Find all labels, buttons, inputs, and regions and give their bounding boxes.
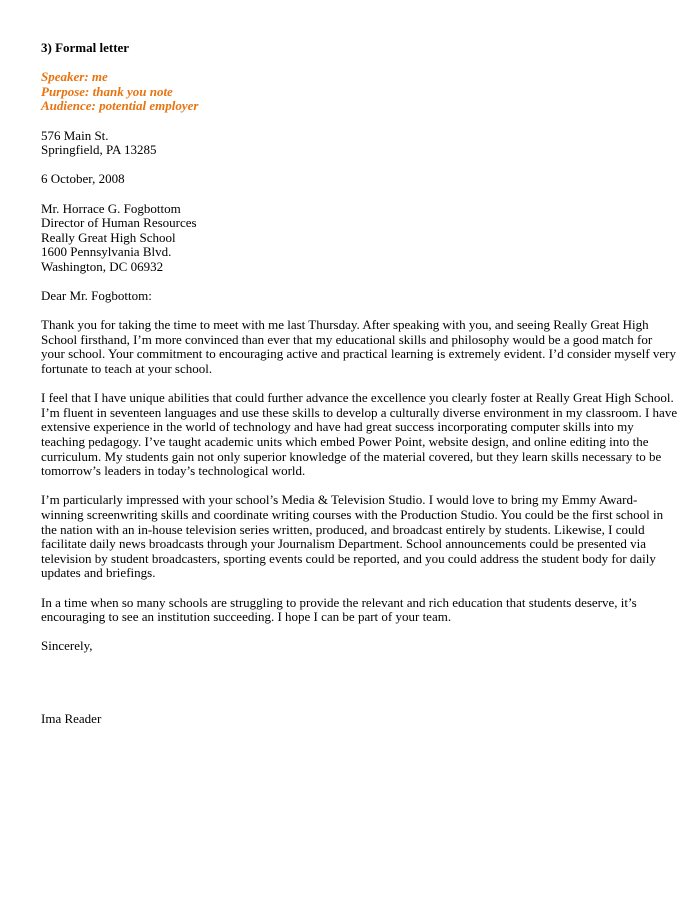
- paragraph-line: extensive experience in the world of technology and have had great success incorporating computer skills into my: [41, 419, 634, 435]
- meta-audience: Audience: potential employer: [41, 98, 199, 114]
- recipient-line: Director of Human Resources: [41, 215, 197, 231]
- paragraph-line: I’m fluent in seventeen languages and use these skills to develop a culturally diverse environment in my classroom. I have: [41, 404, 678, 420]
- paragraph-line: tomorrow’s leaders in today’s technological world.: [41, 463, 306, 479]
- meta-speaker: Speaker: me: [41, 69, 108, 85]
- paragraph-line: facilitate daily news broadcasts through your Journalism Department. School announcements could be presented via: [41, 536, 647, 552]
- section-heading: 3) Formal letter: [41, 40, 130, 55]
- paragraph-line: fortunate to teach at your school.: [41, 361, 213, 377]
- paragraph-line: Thank you for taking the time to meet with me last Thursday. After speaking with you, and seeing Really Great High: [41, 317, 649, 333]
- signature: Ima Reader: [41, 711, 102, 727]
- letter-meta: [41, 70, 661, 114]
- paragraph-line: television by student broadcasters, sporting events could be reported, and you could address the student body for daily: [41, 550, 656, 566]
- recipient-line: 1600 Pennsylvania Blvd.: [41, 244, 172, 260]
- paragraph-line: your school. Your commitment to encouraging active and practical learning is extremely evident. I’d consider myself very: [41, 346, 677, 362]
- paragraph-line: encouraging to see an institution succeeding. I hope I can be part of your team.: [41, 609, 452, 625]
- body-paragraph-1: [41, 317, 677, 377]
- body-paragraph-3: [41, 492, 664, 581]
- paragraph-line: winning screenwriting skills and coordinate writing courses with the Production Studio. You could be the first school in: [41, 507, 664, 522]
- recipient-line: Mr. Horrace G. Fogbottom: [41, 200, 181, 216]
- paragraph-line: the nation with an in-house television series written, produced, and broadcast entirely by students. Likewise, I could: [41, 521, 645, 537]
- sender-address: [41, 129, 661, 158]
- closing: Sincerely,: [41, 638, 93, 654]
- sender-address-line: Springfield, PA 13285: [41, 142, 157, 158]
- salutation: Dear Mr. Fogbottom:: [41, 288, 152, 304]
- body-paragraph-2: [41, 390, 678, 479]
- paragraph-line: curriculum. My students gain not only superior knowledge of the material covered, but they learn skills necessary to be: [41, 448, 662, 464]
- letter-page: [41, 40, 678, 727]
- paragraph-line: I’m particularly impressed with your school’s Media & Television Studio. I would love to bring my Emmy Award-: [41, 492, 638, 508]
- body-paragraph-4: [41, 596, 661, 625]
- meta-purpose: Purpose: thank you note: [41, 83, 173, 99]
- letter-date: 6 October, 2008: [41, 171, 125, 187]
- sender-address-line: 576 Main St.: [41, 127, 109, 143]
- recipient-address: [41, 202, 661, 275]
- recipient-line: Really Great High School: [41, 229, 176, 245]
- paragraph-line: In a time when so many schools are struggling to provide the relevant and rich education that students deserve, it’s: [41, 594, 637, 610]
- paragraph-line: I feel that I have unique abilities that could further advance the excellence you clearly foster at Really Great High School.: [41, 390, 674, 406]
- recipient-line: Washington, DC 06932: [41, 258, 164, 274]
- paragraph-line: teaching pedagogy. I’ve taught academic units which embed Power Point, website design, and online editing into the: [41, 434, 649, 450]
- paragraph-line: updates and briefings.: [41, 565, 156, 581]
- paragraph-line: School firsthand, I’m more convinced than ever that my educational skills and philosophy would be a good match for: [41, 331, 653, 347]
